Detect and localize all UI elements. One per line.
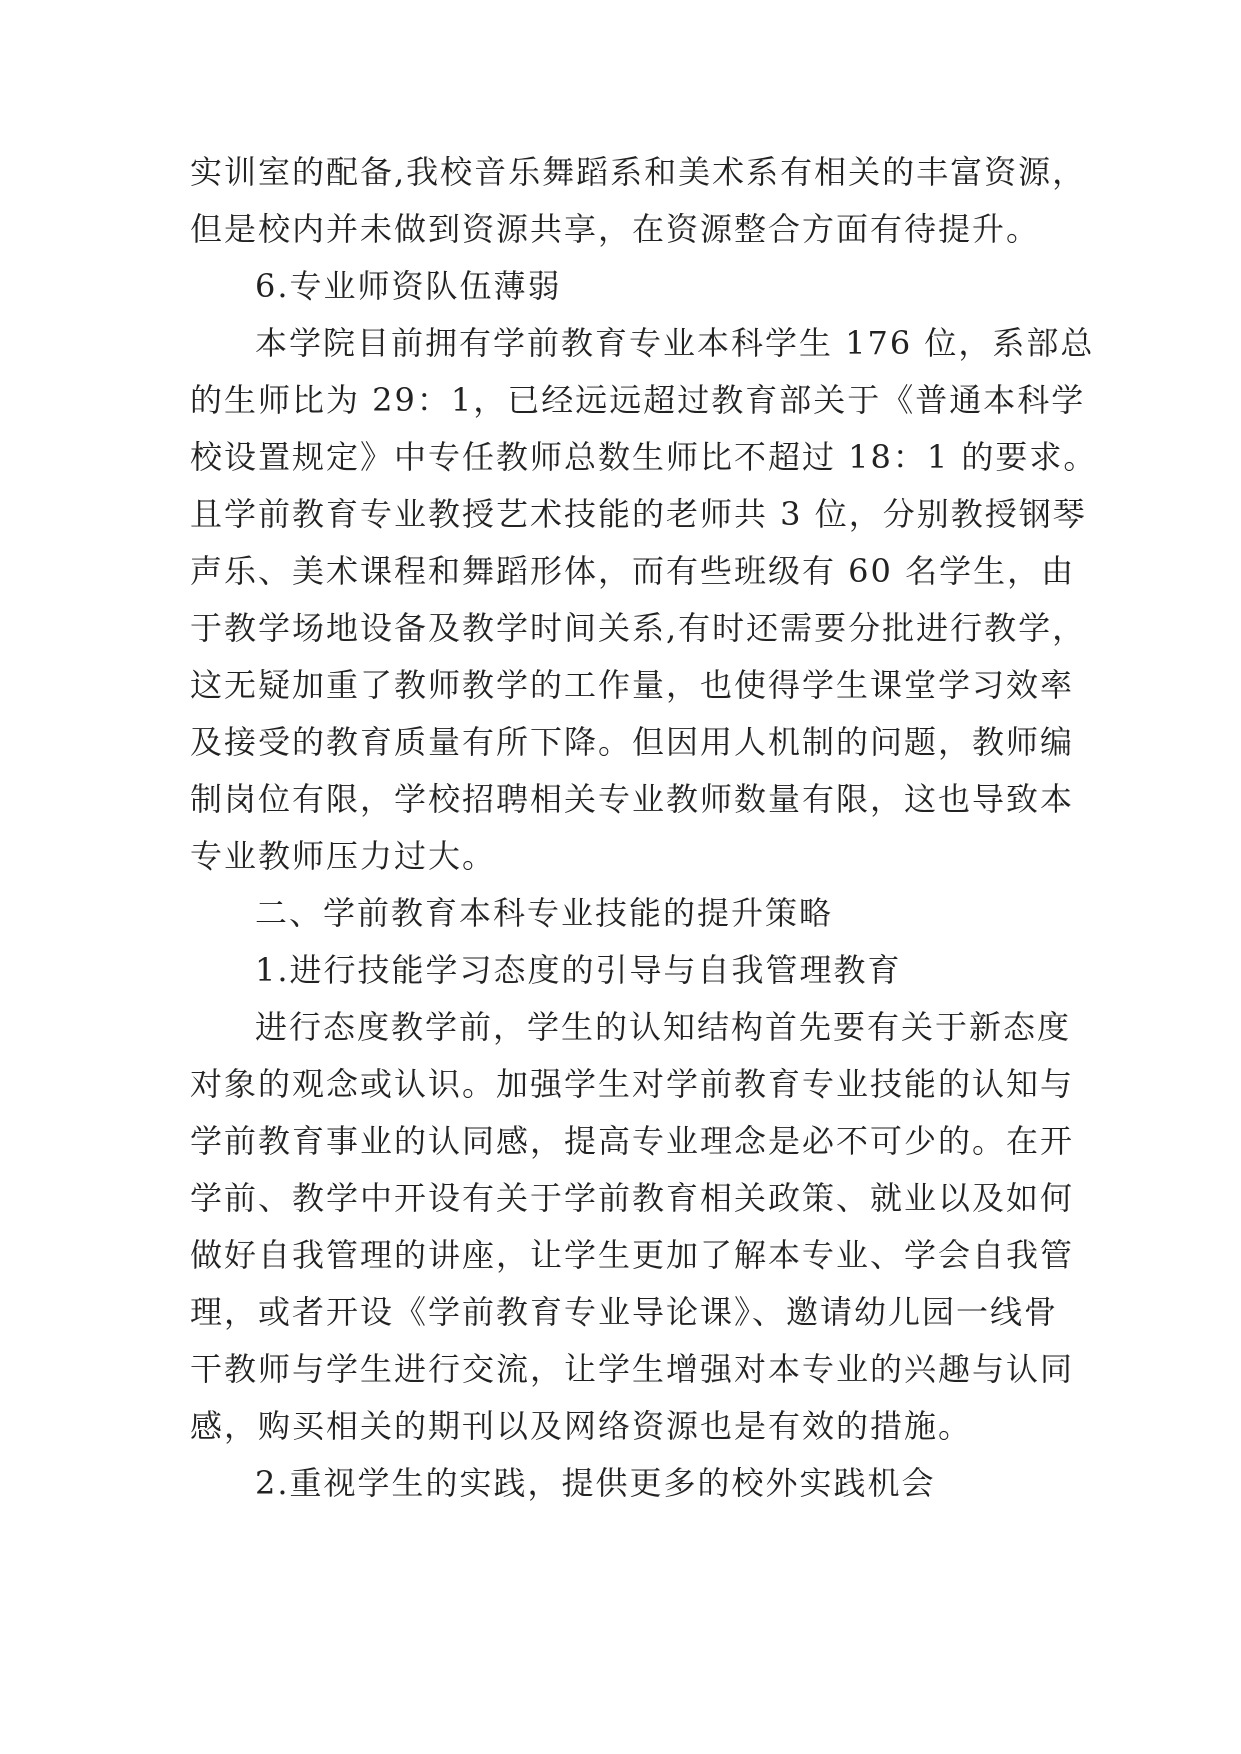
- text-line: 理，或者开设《学前教育专业导论课》、邀请幼儿园一线骨: [190, 1293, 1059, 1331]
- text-line: 本学院目前拥有学前教育专业本科学生 176 位，系部总: [255, 324, 1095, 362]
- text-line: 学前、教学中开设有关于学前教育相关政策、就业以及如何: [190, 1179, 1075, 1217]
- text-line: 制岗位有限，学校招聘相关专业教师数量有限，这也导致本: [190, 780, 1075, 818]
- section-heading: 1.进行技能学习态度的引导与自我管理教育: [255, 951, 902, 989]
- section-heading: 6.专业师资队伍薄弱: [255, 267, 562, 305]
- text-line: 这无疑加重了教师教学的工作量，也使得学生课堂学习效率: [190, 666, 1075, 704]
- text-line: 校设置规定》中专任教师总数生师比不超过 18：1 的要求。: [190, 438, 1098, 476]
- text-line: 对象的观念或认识。加强学生对学前教育专业技能的认知与: [190, 1065, 1075, 1103]
- text-line: 于教学场地设备及教学时间关系,有时还需要分批进行教学，: [190, 609, 1087, 647]
- text-line: 学前教育事业的认同感，提高专业理念是必不可少的。在开: [190, 1122, 1075, 1160]
- text-line: 的生师比为 29：1，已经远远超过教育部关于《普通本科学: [190, 381, 1086, 419]
- section-heading: 2.重视学生的实践，提供更多的校外实践机会: [255, 1464, 936, 1502]
- text-line: 干教师与学生进行交流，让学生增强对本专业的兴趣与认同: [190, 1350, 1075, 1388]
- text-line: 声乐、美术课程和舞蹈形体，而有些班级有 60 名学生，由: [190, 552, 1076, 590]
- text-line: 及接受的教育质量有所下降。但因用人机制的问题，教师编: [190, 723, 1075, 761]
- text-line: 专业教师压力过大。: [190, 837, 497, 875]
- text-line: 且学前教育专业教授艺术技能的老师共 3 位，分别教授钢琴: [190, 495, 1087, 533]
- text-line: 进行态度教学前，学生的认知结构首先要有关于新态度: [255, 1008, 1072, 1046]
- chapter-heading: 二、学前教育本科专业技能的提升策略: [255, 894, 834, 932]
- text-line: 实训室的配备,我校音乐舞蹈系和美术系有相关的丰富资源，: [190, 153, 1087, 191]
- text-line: 做好自我管理的讲座，让学生更加了解本专业、学会自我管: [190, 1236, 1075, 1274]
- text-line: 但是校内并未做到资源共享，在资源整合方面有待提升。: [190, 210, 1041, 248]
- text-line: 感，购买相关的期刊以及网络资源也是有效的措施。: [190, 1407, 973, 1445]
